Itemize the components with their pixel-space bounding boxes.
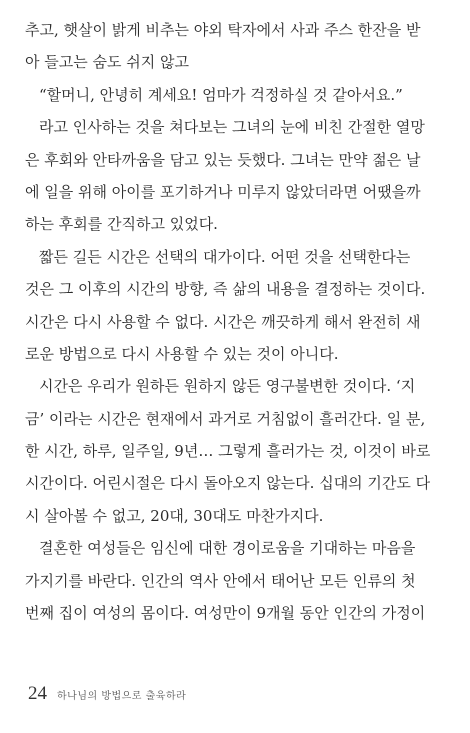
- text-line: 결혼한 여성들은 임신에 대한 경이로움을 기대하는 마음을: [39, 539, 416, 558]
- text-line: 아 들고는 숨도 쉬지 않고: [25, 53, 189, 72]
- text-line: 시간이다. 어린시절은 다시 돌아오지 않는다. 십대의 기간도 다: [25, 474, 431, 493]
- text-line: 금’ 이라는 시간은 현재에서 과거로 거침없이 흘러간다. 일 분,: [25, 409, 426, 428]
- text-line: 한 시간, 하루, 일주일, 9년… 그렇게 흘러가는 것, 이것이 바로: [25, 442, 431, 461]
- running-title: 하나님의 방법으로 출육하라: [57, 691, 187, 702]
- text-line: “할머니, 안녕히 계세요! 엄마가 걱정하실 것 같아서요.”: [39, 85, 403, 104]
- text-line: 짧든 길든 시간은 선택의 대가이다. 어떤 것을 선택한다는: [39, 247, 411, 266]
- text-line: 가지기를 바란다. 인간의 역사 안에서 태어난 모든 인류의 첫: [25, 571, 416, 590]
- text-line: 추고, 햇살이 밝게 비추는 야외 탁자에서 사과 주스 한잔을 받: [25, 21, 421, 39]
- text-line: 로운 방법으로 다시 사용할 수 있는 것이 아니다.: [25, 344, 339, 363]
- text-line: 라고 인사하는 것을 쳐다보는 그녀의 눈에 비친 간절한 열망: [39, 118, 425, 137]
- text-line: 것은 그 이후의 시간의 방향, 즉 삶의 내용을 결정하는 것이다.: [25, 280, 426, 299]
- text-line: 시간은 다시 사용할 수 없다. 시간은 깨끗하게 해서 완전히 새: [25, 312, 421, 331]
- text-line: 에 일을 위해 아이를 포기하거나 미루지 않았더라면 어땠을까: [25, 182, 421, 201]
- text-line: 시 살아볼 수 없고, 20대, 30대도 마찬가지다.: [25, 506, 324, 525]
- text-line: 시간은 우리가 원하든 원하지 않든 영구불변한 것이다. ‘지: [39, 377, 416, 396]
- text-line: 하는 후회를 간직하고 있었다.: [25, 215, 218, 234]
- body-text: [25, 14, 445, 629]
- text-line: 번째 집이 여성의 몸이다. 여성만이 9개월 동안 인간의 가정이: [25, 604, 426, 623]
- page-number: 24: [28, 683, 47, 704]
- text-line: 은 후회와 안타까움을 담고 있는 듯했다. 그녀는 만약 젊은 날: [25, 150, 421, 169]
- page-footer: [28, 683, 186, 705]
